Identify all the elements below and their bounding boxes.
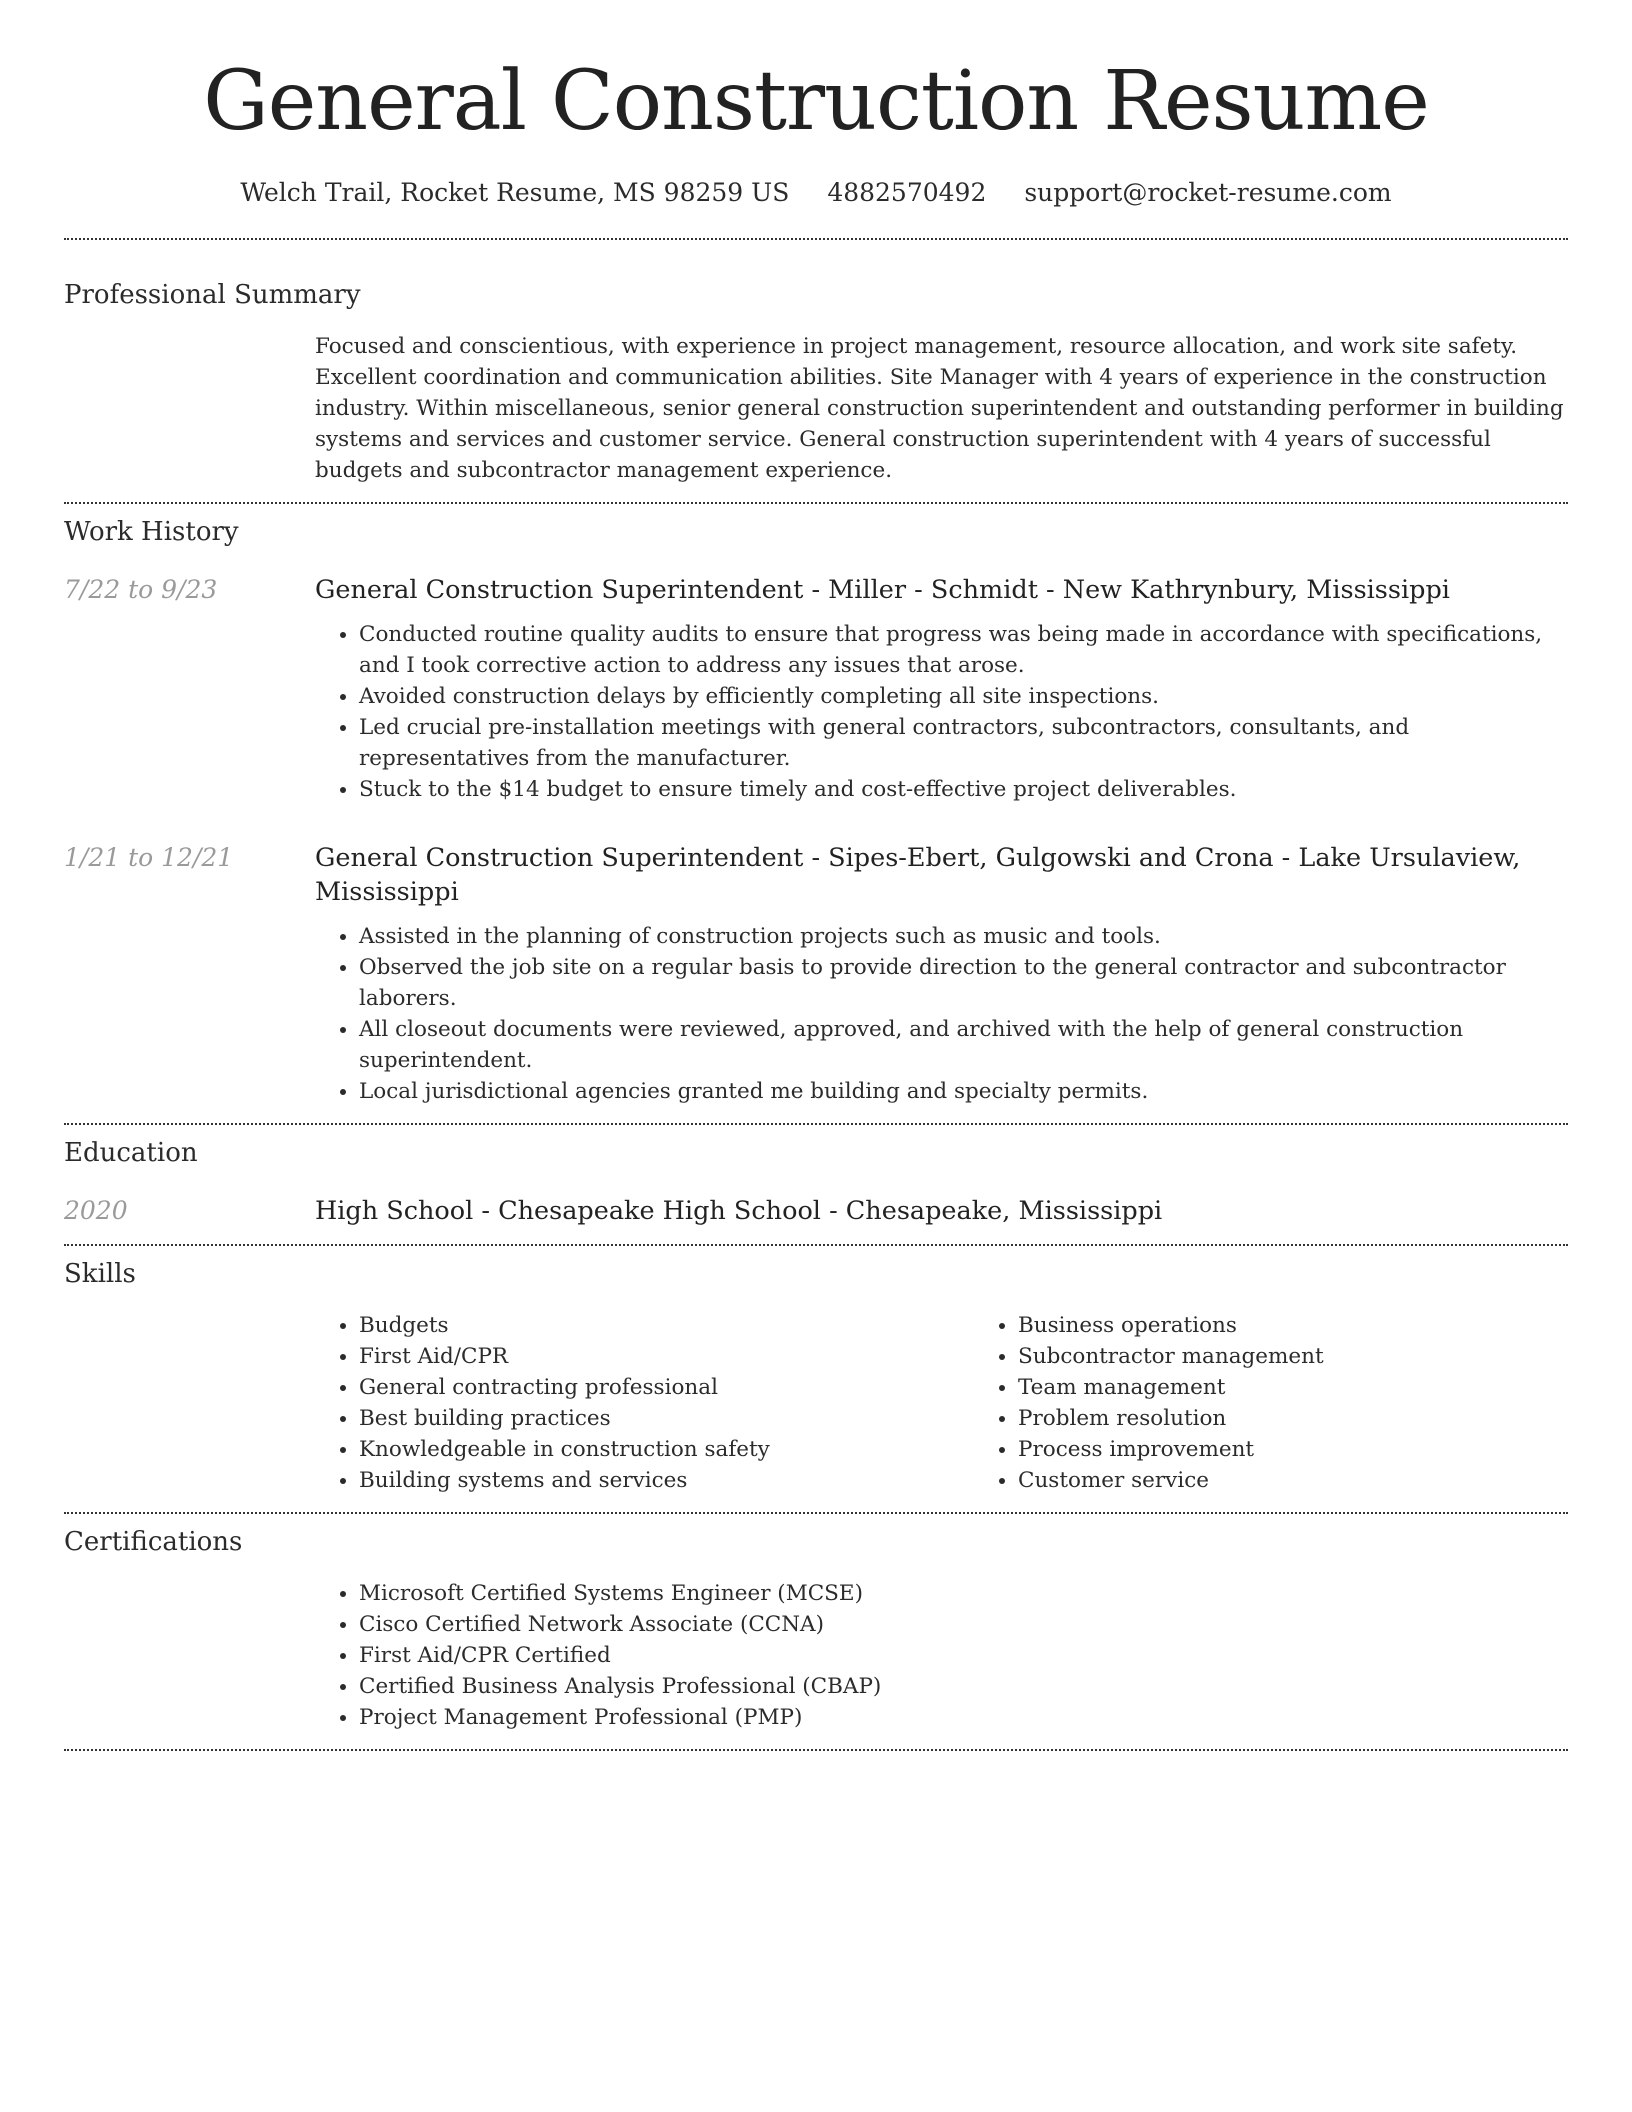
list-item: • Budgets: [359, 1310, 974, 1341]
list-item: • Observed the job site on a regular basis to provide direction to the general contractor and subcontractor laborers.: [359, 952, 1568, 1014]
job-dates: 7/22 to 9/23: [64, 575, 218, 604]
list-item: • First Aid/CPR Certified: [359, 1640, 1568, 1671]
education-section: [64, 1125, 1568, 1228]
list-item: • First Aid/CPR: [359, 1341, 974, 1372]
certifications-list: [315, 1578, 1568, 1733]
list-item: • Cisco Certified Network Associate (CCNA): [359, 1609, 1568, 1640]
list-item: • Avoided construction delays by efficiently completing all site inspections.: [359, 681, 1568, 712]
list-item: • Customer service: [1018, 1465, 1632, 1496]
list-item: • Stuck to the $14 budget to ensure timely and cost-effective project deliverables.: [359, 774, 1568, 805]
job-bullets: [315, 921, 1568, 1107]
list-item: • Business operations: [1018, 1310, 1632, 1341]
certifications-heading: Certifications: [64, 1527, 243, 1557]
skills-list-left: [315, 1310, 974, 1496]
list-item: • Best building practices: [359, 1403, 974, 1434]
education-year: 2020: [64, 1196, 128, 1225]
list-item: • Led crucial pre-installation meetings with general contractors, subcontractors, consultants, and representatives from the manufacturer.: [359, 712, 1568, 774]
job-dates: 1/21 to 12/21: [64, 843, 234, 872]
job-bullets: [315, 619, 1568, 805]
skills-section: [64, 1246, 1568, 1496]
list-item: • Local jurisdictional agencies granted me building and specialty permits.: [359, 1076, 1568, 1107]
list-item: • Project Management Professional (PMP): [359, 1702, 1568, 1733]
skills-list-right: [974, 1310, 1632, 1496]
list-item: • Conducted routine quality audits to ensure that progress was being made in accordance with specifications, and I took corrective action to address any issues that arose.: [359, 619, 1568, 681]
job-entry: [64, 573, 1568, 805]
summary-section: [64, 240, 1568, 486]
list-item: • Subcontractor management: [1018, 1341, 1632, 1372]
summary-text: Focused and conscientious, with experience in project management, resource allocation, and work site safety. Excellent coordination and communication abilities. Site Manager with 4 years of experience in the construction industry. Within miscellaneous, senior general construction superintendent and outstanding performer in building systems and services and customer service. General construction superintendent with 4 years of successful budgets and subcontractor management experience.: [315, 334, 1564, 483]
resume-title: General Construction Resume: [203, 54, 1429, 149]
job-title: General Construction Superintendent - Sipes-Ebert, Gulgowski and Crona - Lake Ursulaview, Mississippi: [315, 843, 1521, 907]
divider-certifications: [64, 1749, 1568, 1751]
education-entry: [64, 1194, 1568, 1228]
list-item: • General contracting professional: [359, 1372, 974, 1403]
job-title: General Construction Superintendent - Miller - Schmidt - New Kathrynbury, Mississippi: [315, 575, 1450, 605]
list-item: • Assisted in the planning of construction projects such as music and tools.: [359, 921, 1568, 952]
list-item: • Process improvement: [1018, 1434, 1632, 1465]
work-heading: Work History: [64, 517, 239, 547]
list-item: • All closeout documents were reviewed, approved, and archived with the help of general construction superintendent.: [359, 1014, 1568, 1076]
list-item: • Building systems and services: [359, 1465, 974, 1496]
contact-email: support@rocket-resume.com: [1024, 178, 1392, 207]
work-section: [64, 504, 1568, 1107]
list-item: • Microsoft Certified Systems Engineer (MCSE): [359, 1578, 1568, 1609]
education-heading: Education: [64, 1138, 198, 1168]
education-title: High School - Chesapeake High School - Chesapeake, Mississippi: [315, 1196, 1163, 1226]
summary-heading: Professional Summary: [64, 280, 361, 310]
list-item: • Problem resolution: [1018, 1403, 1632, 1434]
job-entry: [64, 841, 1568, 1107]
skills-heading: Skills: [64, 1259, 136, 1289]
certifications-section: [64, 1514, 1568, 1733]
list-item: • Knowledgeable in construction safety: [359, 1434, 974, 1465]
list-item: • Team management: [1018, 1372, 1632, 1403]
list-item: • Certified Business Analysis Professional (CBAP): [359, 1671, 1568, 1702]
contact-phone: 4882570492: [827, 178, 987, 207]
contact-line: [64, 176, 1568, 210]
contact-address: Welch Trail, Rocket Resume, MS 98259 US: [240, 178, 790, 207]
